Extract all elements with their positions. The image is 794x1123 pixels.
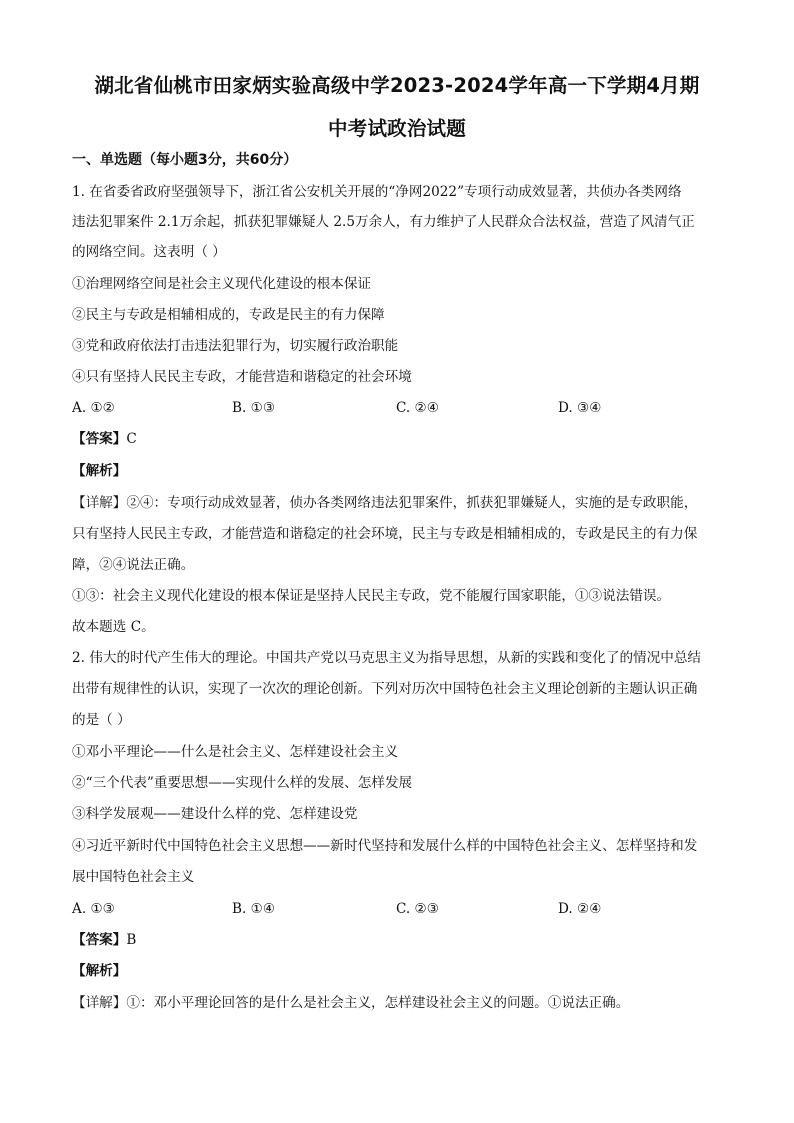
q2-statement: ①邓小平理论——什么是社会主义、怎样建设社会主义 bbox=[72, 744, 399, 760]
section-heading: 一、单选题（每小题3分，共60分） bbox=[72, 152, 298, 168]
q1-statement: ②民主与专政是相辅相成的，专政是民主的有力保障 bbox=[72, 307, 385, 323]
answer-value: B bbox=[126, 932, 137, 948]
q1-analysis-label: 【解析】 bbox=[72, 463, 127, 479]
q1-detail-line: 故本题选 C。 bbox=[72, 619, 155, 635]
q2-analysis-label: 【解析】 bbox=[72, 963, 127, 979]
q1-statement: ①治理网络空间是社会主义现代化建设的根本保证 bbox=[72, 276, 372, 292]
q1-statement: ③党和政府依法打击违法犯罪行为，切实履行政治职能 bbox=[72, 338, 399, 354]
q2-statement: 展中国特色社会主义 bbox=[72, 869, 195, 885]
q1-option-a: A. ①② bbox=[72, 400, 115, 416]
q1-detail-line: ①③：社会主义现代化建设的根本保证是坚持人民民主专政，党不能履行国家职能，①③说法错误。 bbox=[72, 588, 671, 604]
q1-detail-line: 障，②④说法正确。 bbox=[72, 557, 195, 573]
q2-statement: ②“三个代表”重要思想——实现什么样的发展、怎样发展 bbox=[72, 775, 413, 791]
q1-stem-line: 的网络空间。这表明（ ） bbox=[72, 244, 226, 260]
q2-detail-line: 【详解】①：邓小平理论回答的是什么是社会主义，怎样建设社会主义的问题。①说法正确。 bbox=[72, 995, 630, 1011]
q2-option-b: B. ①④ bbox=[232, 901, 276, 917]
document-title-line2: 中考试政治试题 bbox=[328, 117, 466, 140]
q1-stem-line: 违法犯罪案件 2.1万余起，抓获犯罪嫌疑人 2.5万余人，有力维护了人民群众合法权益，营造了风清气正 bbox=[72, 214, 695, 230]
q1-detail-line: 只有坚持人民民主专政，才能营造和谐稳定的社会环境，民主与专政是相辅相成的，专政是民主的有力保 bbox=[72, 526, 698, 542]
q2-option-a: A. ①③ bbox=[72, 901, 115, 917]
q1-statement: ④只有坚持人民民主专政，才能营造和谐稳定的社会环境 bbox=[72, 369, 412, 385]
q2-stem-line: 2. 伟大的时代产生伟大的理论。中国共产党以马克思主义为指导思想，从新的实践和变化了的情况中总结 bbox=[72, 650, 702, 666]
q1-detail-line: 【详解】②④：专项行动成效显著，侦办各类网络违法犯罪案件，抓获犯罪嫌疑人，实施的是专政职能， bbox=[72, 495, 698, 511]
q2-stem-line: 的是（ ） bbox=[72, 712, 131, 728]
q2-option-c: C. ②③ bbox=[396, 901, 439, 917]
q2-option-d: D. ②④ bbox=[558, 901, 602, 917]
q2-answer bbox=[72, 930, 732, 950]
q2-stem-line: 出带有规律性的认识，实现了一次次的理论创新。下列对历次中国特色社会主义理论创新的主题认识正确 bbox=[72, 681, 698, 697]
q1-option-d: D. ③④ bbox=[558, 400, 602, 416]
document-title-line1: 湖北省仙桃市田家炳实验高级中学2023-2024学年高一下学期4月期 bbox=[94, 74, 700, 97]
q1-option-b: B. ①③ bbox=[232, 400, 276, 416]
q2-statement: ③科学发展观——建设什么样的党、怎样建设党 bbox=[72, 806, 358, 822]
q2-statement: ④习近平新时代中国特色社会主义思想——新时代坚持和发展什么样的中国特色社会主义、怎样坚持和发 bbox=[72, 838, 698, 854]
answer-label: 【答案】 bbox=[72, 431, 127, 447]
q1-answer bbox=[72, 429, 732, 449]
answer-label: 【答案】 bbox=[72, 932, 127, 948]
answer-value: C bbox=[126, 431, 137, 447]
q1-stem-line: 1. 在省委省政府坚强领导下，浙江省公安机关开展的“净网2022”专项行动成效显著，共侦办各类网络 bbox=[72, 184, 682, 200]
q1-option-c: C. ②④ bbox=[396, 400, 439, 416]
